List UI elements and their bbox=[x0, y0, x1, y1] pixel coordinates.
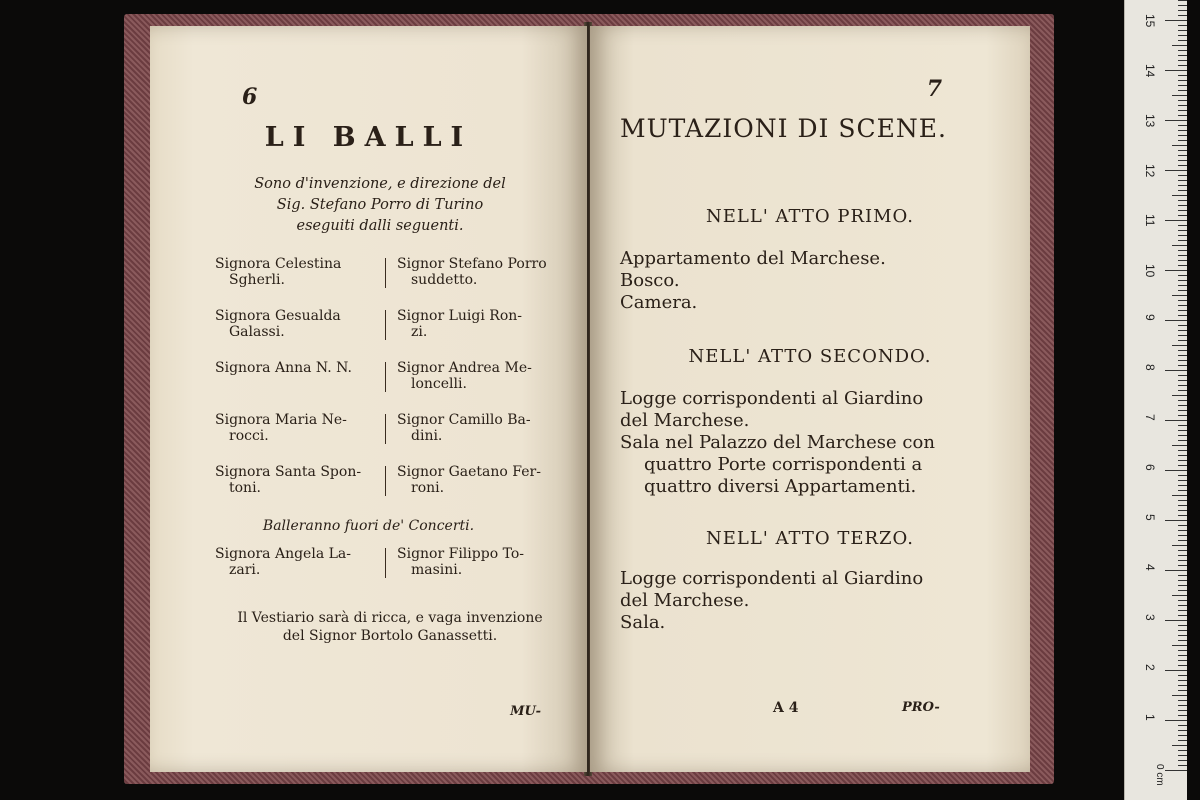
ruler-tick bbox=[1178, 740, 1187, 741]
page-title-mutazioni: MUTAZIONI DI SCENE. bbox=[620, 114, 947, 143]
ruler-tick bbox=[1178, 335, 1187, 336]
scene-item: Sala. bbox=[620, 612, 666, 633]
dancer-male: Signor Stefano Porro suddetto. bbox=[397, 256, 547, 288]
dancer-female: Signora Celestina Sgherli. bbox=[215, 256, 342, 288]
dancer-pair bbox=[215, 256, 565, 308]
ruler-tick bbox=[1178, 435, 1187, 436]
ruler-tick bbox=[1178, 285, 1187, 286]
ruler-tick bbox=[1178, 235, 1187, 236]
ruler-tick bbox=[1172, 145, 1187, 146]
ruler-tick bbox=[1165, 420, 1187, 421]
ruler-tick bbox=[1178, 305, 1187, 306]
ruler-tick bbox=[1178, 355, 1187, 356]
ruler-unit-label: 0 cm bbox=[1154, 764, 1165, 786]
ruler-tick bbox=[1178, 705, 1187, 706]
dancer-pair bbox=[215, 360, 565, 412]
ruler-tick bbox=[1178, 110, 1187, 111]
scene-item: Sala nel Palazzo del Marchese con bbox=[620, 432, 935, 453]
ruler-tick bbox=[1178, 225, 1187, 226]
ruler-label: 9 bbox=[1143, 314, 1157, 321]
signature-mark: A 4 bbox=[773, 700, 799, 716]
ruler-label: 12 bbox=[1143, 164, 1157, 178]
ruler-tick bbox=[1178, 80, 1187, 81]
ruler-tick bbox=[1172, 345, 1187, 346]
ruler-tick bbox=[1178, 510, 1187, 511]
ruler-tick bbox=[1178, 635, 1187, 636]
ruler-tick bbox=[1178, 210, 1187, 211]
ruler-tick bbox=[1178, 25, 1187, 26]
ruler-tick bbox=[1178, 430, 1187, 431]
ruler-tick bbox=[1178, 560, 1187, 561]
dancer-pair bbox=[215, 546, 565, 598]
ruler-tick bbox=[1178, 190, 1187, 191]
dancer-pair bbox=[215, 464, 565, 516]
ruler-tick bbox=[1178, 15, 1187, 16]
ruler-tick bbox=[1178, 625, 1187, 626]
ruler-tick bbox=[1165, 720, 1187, 721]
ruler-tick bbox=[1178, 125, 1187, 126]
ruler-tick bbox=[1178, 565, 1187, 566]
scene-item: Bosco. bbox=[620, 270, 680, 291]
ruler-tick bbox=[1178, 330, 1187, 331]
scene-item: Camera. bbox=[620, 292, 698, 313]
ruler-label: 2 bbox=[1143, 664, 1157, 671]
ruler-tick bbox=[1178, 505, 1187, 506]
column-divider bbox=[385, 414, 386, 444]
scene-item: Logge corrispondenti al Giardino bbox=[620, 388, 924, 409]
ruler-tick bbox=[1178, 640, 1187, 641]
ruler-tick bbox=[1165, 270, 1187, 271]
ruler-tick bbox=[1178, 760, 1187, 761]
ruler-label: 11 bbox=[1143, 214, 1157, 227]
ruler-tick bbox=[1178, 160, 1187, 161]
ruler-tick bbox=[1178, 555, 1187, 556]
ruler-tick bbox=[1178, 535, 1187, 536]
ruler-tick bbox=[1178, 10, 1187, 11]
ruler-tick bbox=[1178, 575, 1187, 576]
ruler-tick bbox=[1178, 750, 1187, 751]
act-heading-primo: NELL' ATTO PRIMO. bbox=[706, 206, 914, 227]
ruler-tick bbox=[1178, 340, 1187, 341]
ruler-tick bbox=[1178, 65, 1187, 66]
ruler-tick bbox=[1165, 670, 1187, 671]
ruler-label: 4 bbox=[1143, 564, 1157, 571]
ruler-tick bbox=[1178, 400, 1187, 401]
ruler-tick bbox=[1178, 665, 1187, 666]
ruler-tick bbox=[1178, 455, 1187, 456]
ruler-tick bbox=[1178, 5, 1187, 6]
ruler-tick bbox=[1178, 755, 1187, 756]
ruler-tick bbox=[1178, 30, 1187, 31]
ruler-tick bbox=[1178, 250, 1187, 251]
ruler-tick bbox=[1178, 690, 1187, 691]
scene-item: del Marchese. bbox=[620, 410, 750, 431]
ruler-tick bbox=[1178, 60, 1187, 61]
ruler-tick bbox=[1178, 310, 1187, 311]
ruler-label: 5 bbox=[1143, 514, 1157, 521]
ruler-tick bbox=[1178, 660, 1187, 661]
ruler-tick bbox=[1178, 630, 1187, 631]
ruler-tick bbox=[1178, 460, 1187, 461]
ruler-tick bbox=[1165, 470, 1187, 471]
ruler-tick bbox=[1178, 675, 1187, 676]
ruler-tick bbox=[1178, 325, 1187, 326]
ruler-tick bbox=[1172, 595, 1187, 596]
ruler-tick bbox=[1172, 395, 1187, 396]
ruler-tick bbox=[1172, 695, 1187, 696]
ruler-tick bbox=[1178, 130, 1187, 131]
dancer-male: Signor Filippo To- masini. bbox=[397, 546, 524, 578]
subtitle-line: eseguiti dalli seguenti. bbox=[296, 218, 464, 234]
ruler-tick bbox=[1178, 40, 1187, 41]
catchword-left: MU- bbox=[510, 704, 541, 719]
act-heading-secondo: NELL' ATTO SECONDO. bbox=[688, 346, 932, 367]
ruler-tick bbox=[1172, 195, 1187, 196]
ruler-tick bbox=[1178, 465, 1187, 466]
ruler-tick bbox=[1178, 715, 1187, 716]
extra-dancer-list bbox=[215, 546, 565, 598]
ruler-label: 7 bbox=[1143, 414, 1157, 421]
column-divider bbox=[385, 548, 386, 578]
scene-item: quattro Porte corrispondenti a bbox=[644, 454, 923, 475]
dancer-pair bbox=[215, 308, 565, 360]
subtitle-line: Sono d'invenzione, e direzione del bbox=[254, 176, 506, 192]
ruler-tick bbox=[1178, 685, 1187, 686]
ruler-tick bbox=[1178, 85, 1187, 86]
ruler-tick bbox=[1178, 765, 1187, 766]
ruler-tick bbox=[1178, 515, 1187, 516]
ruler-tick bbox=[1178, 585, 1187, 586]
ruler-tick bbox=[1178, 180, 1187, 181]
ruler-tick bbox=[1178, 440, 1187, 441]
ruler-tick bbox=[1178, 450, 1187, 451]
ruler-tick bbox=[1178, 405, 1187, 406]
ruler-tick bbox=[1178, 615, 1187, 616]
ruler-tick bbox=[1178, 165, 1187, 166]
ruler-tick bbox=[1165, 370, 1187, 371]
ruler-tick bbox=[1178, 35, 1187, 36]
costume-credit-line: del Signor Bortolo Ganassetti. bbox=[282, 628, 498, 644]
ruler-tick bbox=[1178, 390, 1187, 391]
ruler-tick bbox=[1178, 500, 1187, 501]
column-divider bbox=[385, 310, 386, 340]
ruler-tick bbox=[1178, 90, 1187, 91]
ruler-tick bbox=[1172, 295, 1187, 296]
ruler-tick bbox=[1178, 425, 1187, 426]
ruler-tick bbox=[1178, 350, 1187, 351]
ruler-tick bbox=[1165, 520, 1187, 521]
ruler-tick bbox=[1178, 140, 1187, 141]
ruler-label: 15 bbox=[1143, 14, 1157, 28]
subtitle-line: Sig. Stefano Porro di Turino bbox=[276, 197, 484, 213]
ruler-tick bbox=[1178, 600, 1187, 601]
ruler-tick bbox=[1178, 605, 1187, 606]
ruler-tick bbox=[1165, 220, 1187, 221]
dancer-female: Signora Gesualda Galassi. bbox=[215, 308, 341, 340]
costume-credit-line: Il Vestiario sarà di ricca, e vaga invenzione bbox=[237, 610, 543, 626]
ruler-tick bbox=[1178, 265, 1187, 266]
scene-list-primo bbox=[620, 248, 965, 314]
ruler-label: 3 bbox=[1143, 614, 1157, 621]
ruler-tick bbox=[1172, 445, 1187, 446]
scene-item: Logge corrispondenti al Giardino bbox=[620, 568, 924, 589]
ruler-tick bbox=[1178, 385, 1187, 386]
ruler-label: 13 bbox=[1143, 114, 1157, 128]
dancer-female: Signora Santa Spon- toni. bbox=[215, 464, 362, 496]
ruler-tick bbox=[1172, 245, 1187, 246]
ruler-tick bbox=[1178, 75, 1187, 76]
ruler-tick bbox=[1178, 590, 1187, 591]
ruler-tick bbox=[1178, 115, 1187, 116]
ruler-tick bbox=[1165, 770, 1187, 771]
scene-item: Appartamento del Marchese. bbox=[620, 248, 886, 269]
ruler-tick bbox=[1172, 545, 1187, 546]
ruler-tick bbox=[1178, 710, 1187, 711]
ruler-tick bbox=[1165, 70, 1187, 71]
ruler-tick bbox=[1178, 275, 1187, 276]
ruler-label: 10 bbox=[1143, 264, 1157, 278]
ruler-tick bbox=[1178, 55, 1187, 56]
ruler-tick bbox=[1178, 610, 1187, 611]
ruler-tick bbox=[1172, 495, 1187, 496]
ruler-tick bbox=[1178, 155, 1187, 156]
ruler-tick bbox=[1178, 255, 1187, 256]
costume-credit bbox=[210, 609, 570, 645]
dancer-pair bbox=[215, 412, 565, 464]
ruler-tick bbox=[1178, 215, 1187, 216]
scene-item: quattro diversi Appartamenti. bbox=[644, 476, 917, 497]
ruler-tick bbox=[1178, 680, 1187, 681]
ruler-tick bbox=[1172, 745, 1187, 746]
ruler-tick bbox=[1178, 315, 1187, 316]
dancer-female: Signora Angela La- zari. bbox=[215, 546, 351, 578]
ruler-tick bbox=[1178, 135, 1187, 136]
column-divider bbox=[385, 466, 386, 496]
ruler-tick bbox=[1178, 475, 1187, 476]
ruler-tick bbox=[1178, 280, 1187, 281]
ruler-tick bbox=[1178, 300, 1187, 301]
ruler-tick bbox=[1178, 365, 1187, 366]
concerti-note: Balleranno fuori de' Concerti. bbox=[262, 518, 475, 534]
ruler-tick bbox=[1178, 735, 1187, 736]
ruler-tick bbox=[1178, 480, 1187, 481]
ruler-tick bbox=[1165, 120, 1187, 121]
ruler-tick bbox=[1172, 95, 1187, 96]
ruler-tick bbox=[1178, 550, 1187, 551]
page-number-right: 7 bbox=[926, 76, 942, 102]
dancer-female: Signora Maria Ne- rocci. bbox=[215, 412, 347, 444]
ruler-tick bbox=[1178, 0, 1187, 1]
ruler-tick bbox=[1178, 700, 1187, 701]
ruler-tick bbox=[1178, 200, 1187, 201]
ruler-label: 6 bbox=[1143, 464, 1157, 471]
ruler-tick bbox=[1178, 150, 1187, 151]
dancer-female: Signora Anna N. N. bbox=[215, 360, 352, 376]
subtitle bbox=[210, 174, 550, 237]
ruler-tick bbox=[1178, 530, 1187, 531]
ruler-tick bbox=[1178, 540, 1187, 541]
column-divider bbox=[385, 362, 386, 392]
page-title-balli: LI BALLI bbox=[264, 122, 473, 153]
ruler-tick bbox=[1178, 375, 1187, 376]
ruler-tick bbox=[1178, 50, 1187, 51]
ruler-tick bbox=[1178, 100, 1187, 101]
ruler-tick bbox=[1172, 645, 1187, 646]
measuring-ruler bbox=[1124, 0, 1187, 800]
ruler-tick bbox=[1178, 240, 1187, 241]
ruler-tick bbox=[1178, 650, 1187, 651]
scene-list-terzo bbox=[620, 568, 965, 634]
ruler-tick bbox=[1165, 570, 1187, 571]
ruler-tick bbox=[1178, 655, 1187, 656]
act-heading-terzo: NELL' ATTO TERZO. bbox=[706, 528, 914, 549]
ruler-tick bbox=[1172, 45, 1187, 46]
ruler-tick bbox=[1165, 20, 1187, 21]
ruler-label: 8 bbox=[1143, 364, 1157, 371]
dancer-male: Signor Andrea Me- loncelli. bbox=[397, 360, 532, 392]
ruler-tick bbox=[1178, 410, 1187, 411]
page-number-left: 6 bbox=[242, 84, 258, 110]
ruler-tick bbox=[1178, 380, 1187, 381]
catchword-right: PRO- bbox=[902, 700, 940, 715]
column-divider bbox=[385, 258, 386, 288]
dancer-male: Signor Luigi Ron- zi. bbox=[397, 308, 523, 340]
ruler-tick bbox=[1178, 105, 1187, 106]
ruler-label: 14 bbox=[1143, 64, 1157, 78]
dancer-male: Signor Gaetano Fer- roni. bbox=[397, 464, 541, 496]
ruler-tick bbox=[1178, 205, 1187, 206]
right-page bbox=[590, 26, 1030, 772]
ruler-tick bbox=[1178, 525, 1187, 526]
ruler-tick bbox=[1178, 490, 1187, 491]
ruler-tick bbox=[1178, 730, 1187, 731]
ruler-tick bbox=[1178, 260, 1187, 261]
ruler-tick bbox=[1178, 360, 1187, 361]
dancer-male: Signor Camillo Ba- dini. bbox=[397, 412, 531, 444]
ruler-tick bbox=[1178, 185, 1187, 186]
ruler-tick bbox=[1165, 620, 1187, 621]
scene-list-secondo bbox=[620, 388, 965, 498]
dancer-list bbox=[215, 256, 565, 516]
ruler-tick bbox=[1178, 485, 1187, 486]
ruler-tick bbox=[1178, 290, 1187, 291]
scene-item: del Marchese. bbox=[620, 590, 750, 611]
ruler-tick bbox=[1178, 725, 1187, 726]
ruler-tick bbox=[1178, 175, 1187, 176]
left-page bbox=[150, 26, 587, 772]
ruler-tick bbox=[1165, 320, 1187, 321]
ruler-tick bbox=[1178, 230, 1187, 231]
ruler-tick bbox=[1178, 415, 1187, 416]
ruler-label: 1 bbox=[1143, 714, 1157, 721]
ruler-tick bbox=[1178, 580, 1187, 581]
ruler-tick bbox=[1165, 170, 1187, 171]
